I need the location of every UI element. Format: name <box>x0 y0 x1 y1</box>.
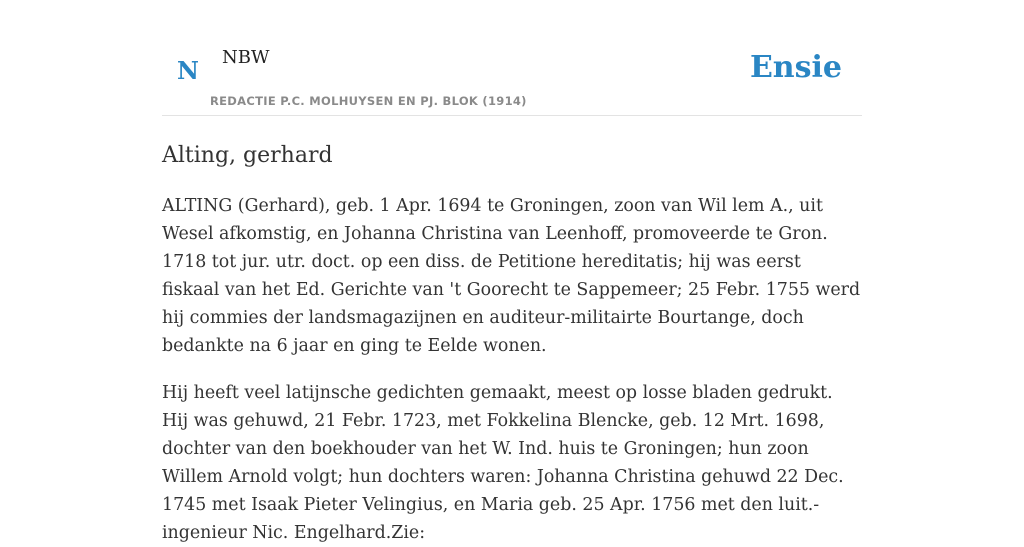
source-subtitle: REDACTIE P.C. MOLHUYSEN EN PJ. BLOK (1914) <box>210 94 527 108</box>
source-logo[interactable]: N <box>177 56 199 85</box>
page-title: Alting, gerhard <box>162 143 333 168</box>
source-header <box>162 0 862 116</box>
article-page <box>162 0 862 547</box>
brand-logo[interactable]: Ensie <box>749 50 842 85</box>
article-body <box>162 192 862 547</box>
paragraph-1: ALTING (Gerhard), geb. 1 Apr. 1694 te Groningen, zoon van Wil lem A., uit Wesel afkomstig, en Johanna Christina van Leenhoff, promoveerde te Gron. 1718 tot jur. utr. doct. op een diss. de Petitione hereditatis; hij was eerst fiskaal van het Ed. Gerichte van 't Goorecht te Sappemeer; 25 Febr. 1755 werd hij commies der landsmagazijnen en auditeur-militairte Bourtange, doch bedankte na 6 jaar en ging te Eelde wonen. <box>162 196 861 356</box>
source-name[interactable]: NBW <box>222 47 270 68</box>
paragraph-2: Hij heeft veel latijnsche gedichten gemaakt, meest op losse bladen gedrukt. Hij was gehuwd, 21 Febr. 1723, met Fokkelina Blencke, geb. 12 Mrt. 1698, dochter van den boekhouder van het W. Ind. huis te Groningen; hun zoon Willem Arnold volgt; hun dochters waren: Johanna Christina gehuwd 22 Dec. 1745 met Isaak Pieter Velingius, en Maria geb. 25 Apr. 1756 met den luit.-ingenieur Nic. Engelhard.Zie: <box>162 383 844 543</box>
